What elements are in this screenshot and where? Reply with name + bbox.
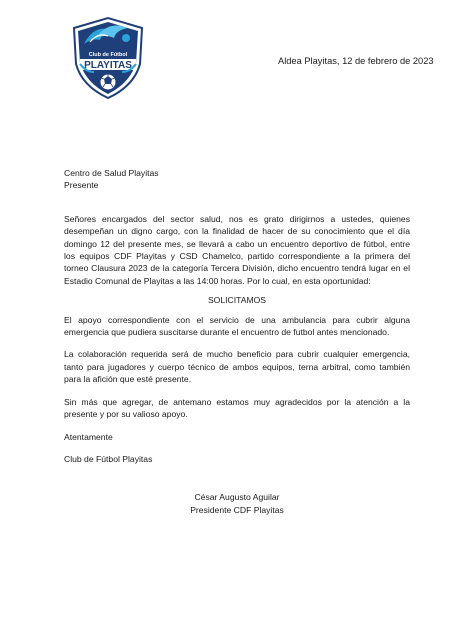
paragraph-intro: Señores encargados del sector salud, nos es grato dirigirnos a ustedes, quienes desempeñan un digno cargo, con la finalidad de hacer de su conocimiento que el día domingo 12 del presente mes, se llevará a cabo un encuentro deportivo de fútbol, entre los equipos CDF Playitas y CSD Chamelco, partido correspondiente a la primera del torneo Clausura 2023 de la categoría Tercera División, dicho encuentro tendrá lugar en el Estadio Comunal de Playitas a las 14:00 horas. Por lo cual, en esta oportunidad: (64, 213, 410, 286)
signer-name: César Augusto Aguilar (194, 492, 280, 503)
club-shield-logo (68, 14, 148, 100)
logo-main-text: PLAYITAS (84, 60, 132, 71)
recipient-line-2: Presente (64, 180, 99, 191)
paragraph-thanks: Sin más que agregar, de antemano estamos muy agradecidos por la atención a la presente y por su valioso apoyo. (64, 396, 410, 420)
logo-top-text: Club de Fútbol (88, 52, 128, 58)
paragraph-request: El apoyo correspondiente con el servicio de una ambulancia para cubrir alguna emergencia que pudiera suscitarse durante el encuentro de futbol antes mencionado. (64, 314, 410, 338)
signer-title: Presidente CDF Playitas (190, 504, 284, 515)
request-heading: SOLICITAMOS (207, 295, 267, 306)
letter-body (64, 167, 410, 516)
closing: Atentamente (64, 431, 113, 442)
paragraph-benefit: La colaboración requerida será de mucho beneficio para cubrir cualquier emergencia, tanto para jugadores y cuerpo técnico de ambos equipos, terna arbitral, como también para la afición que esté presente. (64, 349, 410, 385)
place-date: Aldea Playitas, 12 de febrero de 2023 (278, 56, 434, 66)
sender-org: Club de Fútbol Playitas (64, 453, 153, 464)
recipient-line-1: Centro de Salud Playitas (64, 168, 159, 178)
